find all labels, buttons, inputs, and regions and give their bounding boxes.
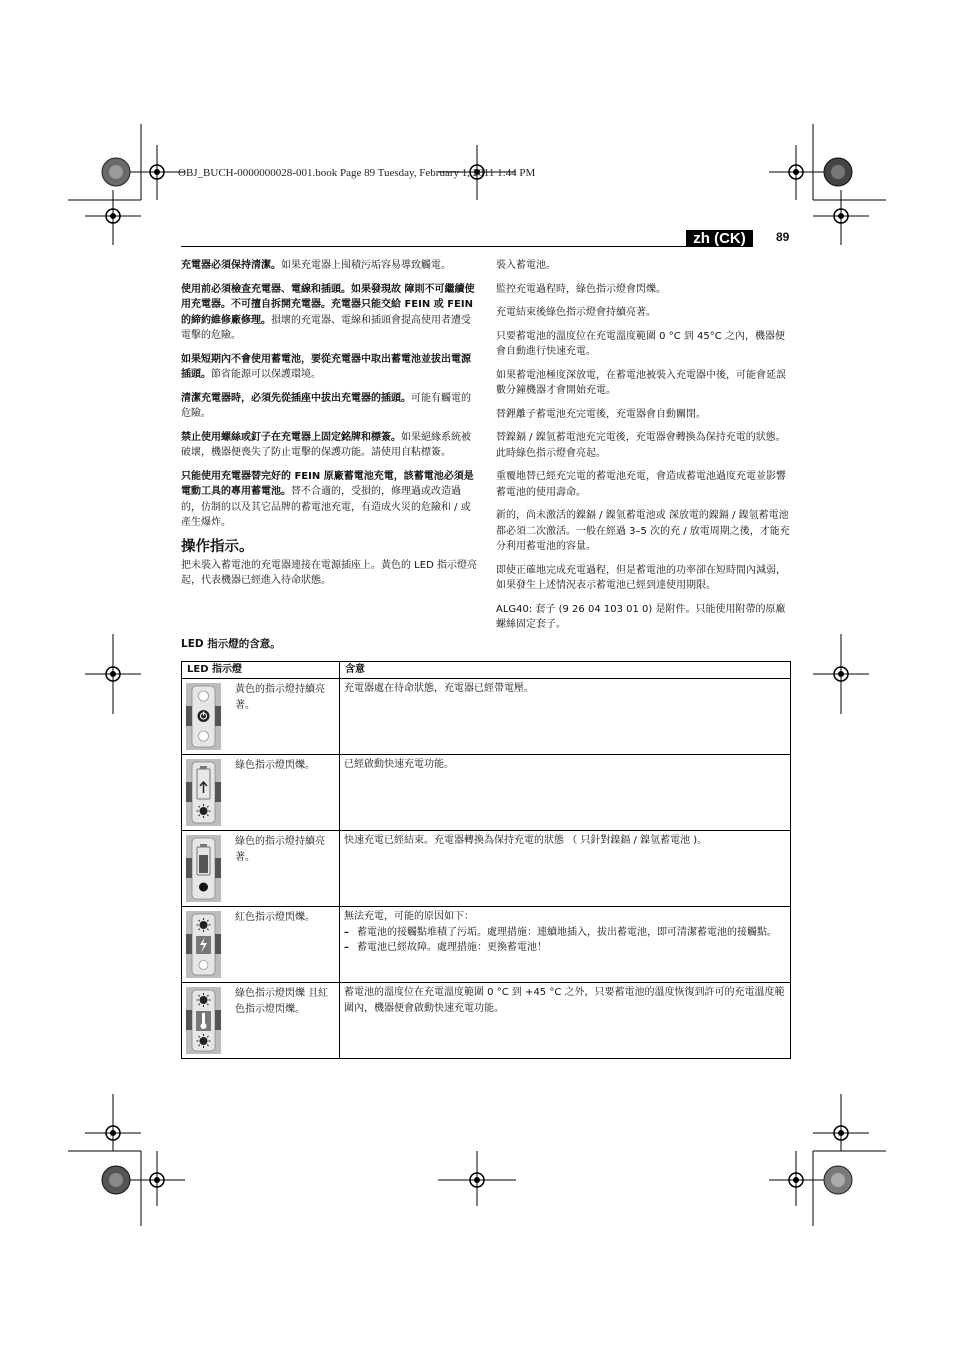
- green-led-steady-full-icon: [186, 835, 221, 902]
- table-row: [182, 907, 791, 983]
- instruction-paragraph: 監控充電過程時，綠色指示燈會閃爍。: [496, 283, 666, 295]
- led-label: 綠色指示燈閃爍。: [235, 760, 315, 771]
- safety-paragraph: 禁止使用螺絲或釘子在充電器上固定銘牌和標簽。如果絕緣系統被破壞，機器便喪失了防止電擊的保護功能。請使用自粘標簽。: [181, 431, 471, 458]
- led-label: 綠色指示燈閃爍 且紅色指示燈閃爍。: [235, 988, 329, 1015]
- list-item: – 蓄電池的接觸點堆積了污垢。處理措施：連續地插入，拔出蓄電池，即可清潔蓄電池的接觸點。: [344, 925, 786, 941]
- safety-paragraph: 只能使用充電器替完好的 FEIN 原廠蓄電池充電，該蓄電池必須是電動工具的專用蓄電池。替不合適的，受損的，修理過或改造過的，仿制的以及其它品牌的蓄電池充電，有造成火災的危險和 / 或產生爆炸。: [181, 470, 474, 528]
- instruction-paragraph: 替鋰離子蓄電池充完電後，充電器會自動關閉。: [496, 408, 706, 420]
- header-rule: [181, 246, 686, 247]
- table-row: [182, 983, 791, 1059]
- col-header-meaning: 含意: [340, 662, 791, 679]
- right-column: [496, 258, 790, 641]
- red-led-blinking-fault-icon: [186, 911, 221, 978]
- led-meaning-table: [181, 661, 791, 1059]
- yellow-led-standby-icon: [186, 683, 221, 750]
- led-label: 紅色指示燈閃爍。: [235, 912, 315, 923]
- led-label: 黃色的指示燈持續亮著。: [235, 684, 325, 711]
- led-meaning: 無法充電，可能的原因如下：: [344, 911, 474, 922]
- book-info-line: OBJ_BUCH-0000000028-001.book Page 89 Tuesday, February 1, 2011 1:44 PM: [178, 167, 536, 179]
- instruction-paragraph: 只要蓄電池的溫度位在充電溫度範圍 0 °C 到 45°C 之內，機器便會自動進行快速充電。: [496, 330, 785, 357]
- table-row: [182, 679, 791, 755]
- led-meaning: 已經啟動快速充電功能。: [344, 759, 454, 770]
- green-led-blinking-charging-icon: [186, 759, 221, 826]
- safety-paragraph: 如果短期內不會使用蓄電池，要從充電器中取出蓄電池並拔出電源插頭。節省能源可以保護環境。: [181, 353, 471, 380]
- instruction-paragraph: ALG40: 套子 (9 26 04 103 01 0) 是附件。只能使用附帶的原廠螺絲固定套子。: [496, 603, 786, 630]
- instruction-paragraph: 如果蓄電池極度深放電，在蓄電池被裝入充電器中後，可能會延誤數分鐘機器才會開始充電。: [496, 369, 786, 396]
- led-meaning: 蓄電池的溫度位在充電溫度範圍 0 °C 到 +45 °C 之外，只要蓄電池的溫度恢復到許可的充電溫度範圍內，機器便會啟動快速充電功能。: [344, 987, 785, 1014]
- col-header-led: LED 指示燈: [182, 662, 340, 679]
- safety-paragraph: 充電器必須保持清潔。如果充電器上囤積污垢容易導致觸電。: [181, 260, 451, 271]
- cause-list: [344, 925, 786, 956]
- instruction-paragraph: 替鎳鎘 / 鎳氫蓄電池充完電後，充電器會轉換為保持充電的狀態。此時綠色指示燈會亮起。: [496, 432, 786, 459]
- section-text: 把未裝入蓄電池的充電器連接在電源插座上。黃色的 LED 指示燈亮起，代表機器已經進入待命狀態。: [181, 559, 477, 586]
- instruction-paragraph: 充電結束後綠色指示燈會持續亮著。: [496, 307, 656, 318]
- led-table-heading: LED 指示燈的含意。: [181, 638, 281, 650]
- led-label: 綠色的指示燈持續亮著。: [235, 836, 325, 863]
- instruction-paragraph: 新的，尚未激活的鎳鎘 / 鎳氫蓄電池或 深放電的鎳鎘 / 鎳氫蓄電池都必須二次激活。一般在經過 3–5 次的充 / 放電周期之後，才能充分利用蓄電池的容量。: [496, 510, 790, 552]
- page-number: 89: [776, 230, 790, 244]
- instruction-paragraph: 重覆地替已經充完電的蓄電池充電，會造成蓄電池過度充電並影響蓄電池的使用壽命。: [496, 471, 786, 498]
- safety-paragraph: 使用前必須檢查充電器、電線和插頭。如果發現故 障則不可繼續使用充電器。不可擅自拆開充電器。充電器只能交給 FEIN 或 FEIN 的締約維修廠修理。損壞的充電器、電線和插頭會提高使用者遭受電擊的危險。: [181, 283, 475, 341]
- table-row: [182, 755, 791, 831]
- led-meaning: 充電器處在待命狀態，充電器已經帶電壓。: [344, 683, 534, 694]
- safety-paragraph: 清潔充電器時，必須先從插座中拔出充電器的插頭。可能有觸電的危險。: [181, 392, 471, 419]
- led-meaning: 快速充電已經結束。充電器轉換為保持充電的狀態 （ 只針對鎳鎘 / 鎳氫蓄電池 )。: [344, 835, 708, 846]
- table-row: [182, 831, 791, 907]
- table-header-row: [182, 662, 791, 679]
- left-column: [181, 258, 477, 597]
- section-title: 操作指示。: [181, 538, 254, 555]
- instruction-paragraph: 即使正確地完成充電過程，但是蓄電池的功率卻在短時間內減弱，如果發生上述情況表示蓄電池已經到達使用期限。: [496, 564, 786, 591]
- language-tab: zh (CK): [686, 230, 753, 247]
- list-item: – 蓄電池已經故障。處理措施：更換蓄電池！: [344, 940, 786, 956]
- green-red-led-blinking-temperature-icon: [186, 987, 221, 1054]
- instruction-paragraph: 裝入蓄電池。: [496, 260, 556, 271]
